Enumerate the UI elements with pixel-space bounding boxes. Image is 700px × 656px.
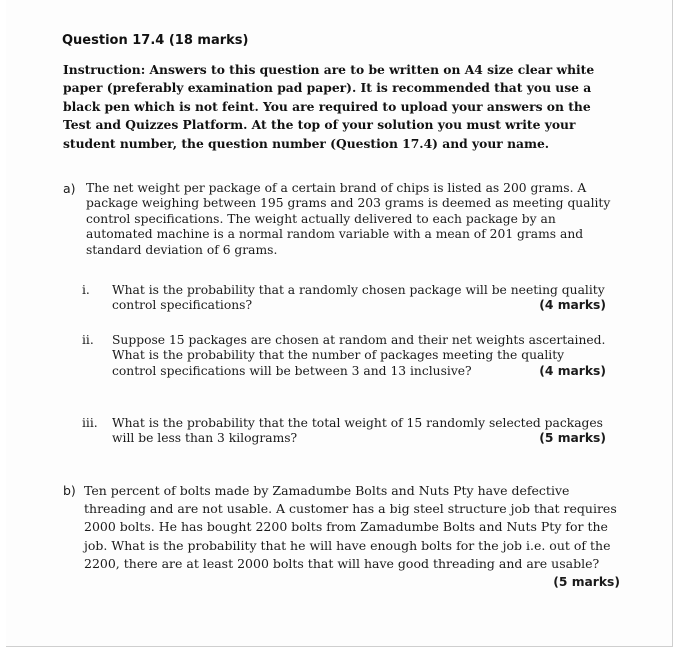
marks-label: (4 marks)	[539, 363, 606, 378]
document-sheet	[6, 0, 673, 647]
subquestion-ii	[82, 333, 606, 379]
part-b-label: b)	[63, 483, 76, 498]
part-b-text: Ten percent of bolts made by Zamadumbe Bolts and Nuts Pty have defective threading and are not usable. A customer has a big steel structure job that requires 2000 bolts. He has bought 2200 bolts from Zamadumbe Bolts and Nuts Pty for the job. What is the probability that he will have enough bolts for the job i.e. out of the 2200, there are at least 2000 bolts that will have good threading and are usable?	[84, 483, 617, 571]
part-b	[63, 482, 623, 591]
marks-label: (5 marks)	[553, 575, 620, 590]
subquestion-number: ii.	[82, 333, 94, 347]
part-a	[63, 181, 623, 258]
subquestion-i	[82, 283, 606, 314]
marks-label: (5 marks)	[539, 431, 606, 446]
subquestion-text: What is the probability that a randomly chosen package will be neeting quality control specifications?	[112, 283, 605, 313]
subquestion-text: Suppose 15 packages are chosen at random and their net weights ascertained. What is the probability that the number of packages meeting the quality control specifications will be between 3 and 13 inclusive?	[112, 333, 606, 378]
subquestion-number: iii.	[82, 416, 98, 430]
subquestion-iii	[82, 416, 606, 447]
instruction-paragraph: Instruction: Answers to this question are to be written on A4 size clear white paper (preferably examination pad paper). It is recommended that you use a black pen which is not feint. You are required to upload your answers on the Test and Quizzes Platform. At the top of your solution you must write your student number, the question number (Question 17.4) and your name.	[63, 62, 595, 151]
part-a-text: The net weight per package of a certain brand of chips is listed as 200 grams. A package weighing between 195 grams and 203 grams is deemed as meeting quality control specifications. The weight actually delivered to each package by an automated machine is a normal random variable with a mean of 201 grams and standard deviation of 6 grams.	[86, 181, 611, 257]
question-title: Question 17.4 (18 marks)	[62, 33, 249, 48]
marks-label: (4 marks)	[539, 298, 606, 313]
subquestion-number: i.	[82, 283, 90, 297]
subquestion-text: What is the probability that the total weight of 15 randomly selected packages will be less than 3 kilograms?	[112, 416, 603, 446]
part-a-label: a)	[63, 181, 76, 196]
